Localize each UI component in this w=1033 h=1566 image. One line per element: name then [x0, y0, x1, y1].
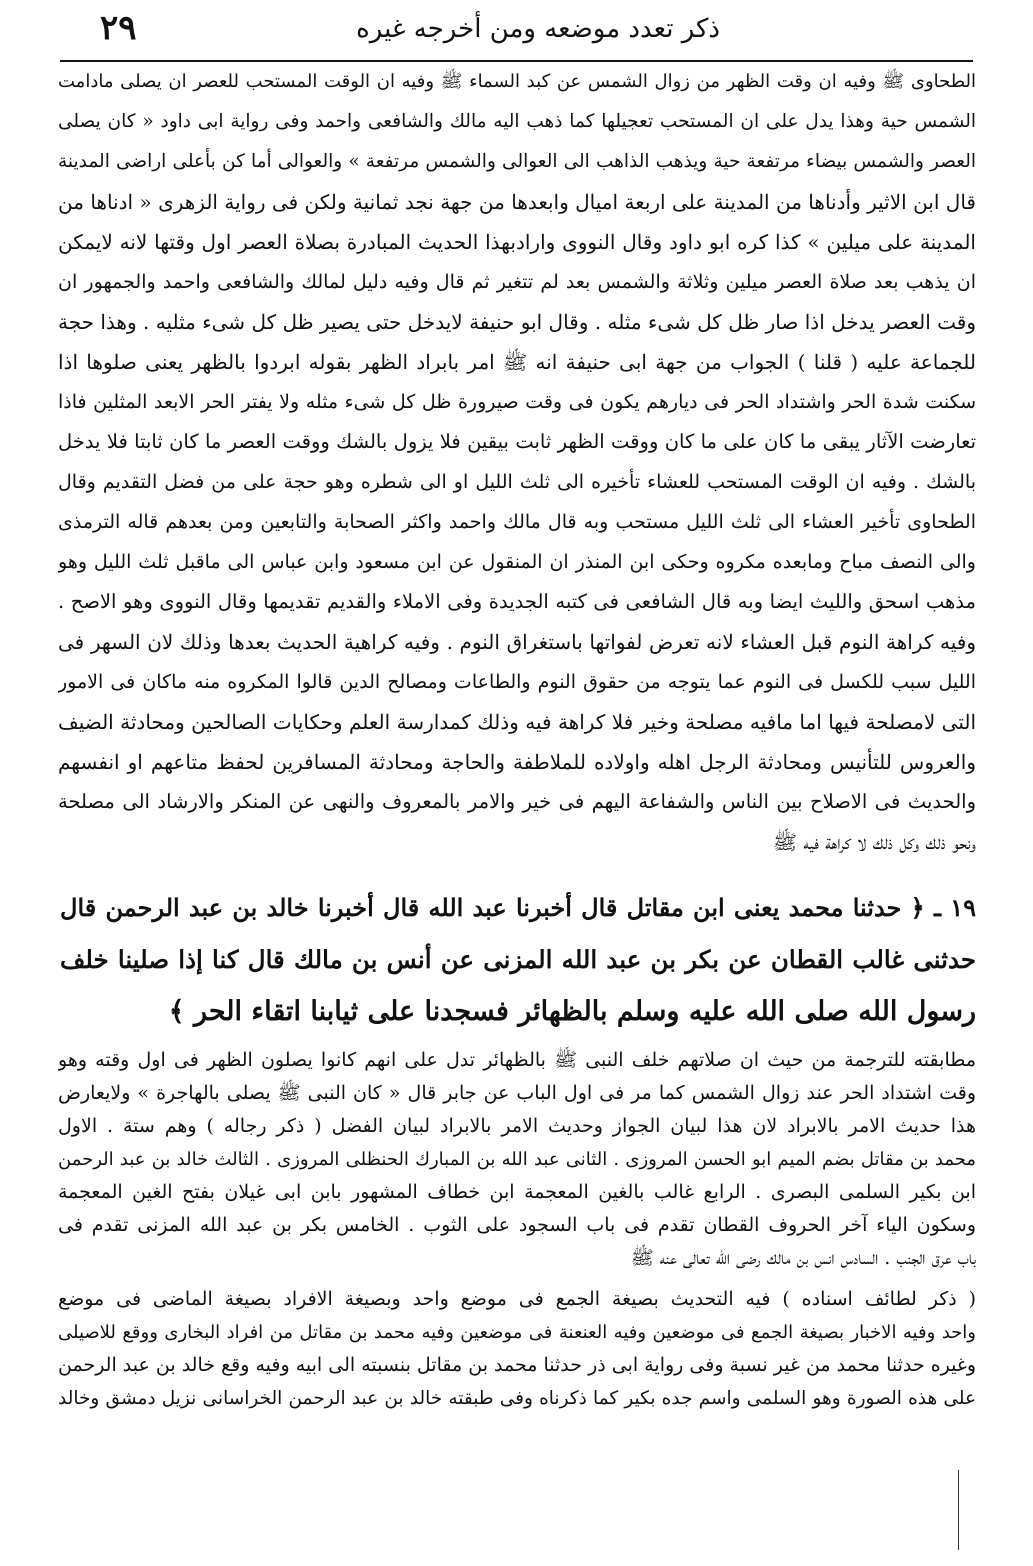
explanation-line: ابن بكير السلمى البصرى . الرابع غالب بالغين المعجمة ابن خطاف المشهور بابن ابى غيلان بفتح الغين المعجمة — [58, 1181, 976, 1203]
hadith-line: رسول الله صلى الله عليه وسلم بالظهائر فسجدنا على ثيابنا اتقاء الحر ﴾ — [168, 996, 976, 1027]
commentary-line: التى لامصلحة فيها اما مافيه مصلحة وخير فلا كراهة فيه وذلك كمدارسة العلم وحكايات الصالحين ومحادثة الضيف — [58, 710, 976, 734]
margin-rule — [958, 1470, 959, 1550]
explanation-block — [58, 1044, 976, 1554]
commentary-line: للجماعة عليه ( قلنا ) الجواب من جهة ابى حنيفة انه ﷺ امر بابراد الظهر بقوله ابردوا بالظهر يعنى صلوها اذا — [58, 350, 976, 374]
explanation-line: وقت اشتداد الحر عند زوال الشمس كما مر فى اول الباب عن جابر قال « كان النبى ﷺ يصلى بالهاجرة » ولايعارض — [58, 1082, 976, 1104]
hadith-line: ١٩ ـ ﴿ حدثنا محمد يعنى ابن مقاتل قال أخبرنا عبد الله قال أخبرنا خالد بن عبد الرحمن قال — [60, 893, 976, 922]
explanation-line: محمد بن مقاتل بضم الميم ابو الحسن المروزى . الثانى عبد الله بن المبارك الحنظلى المروزى . الثالث خالد بن عبد الرحمن — [58, 1149, 976, 1170]
page-number: ٢٩ — [100, 8, 137, 48]
commentary-line: والحديث فى الاصلاح بين الناس والشفاعة اليهم فى خير والامر بالمعروف والنهى عن المنكر والارشاد الى مصلحة — [58, 790, 976, 813]
commentary-line: وفيه كراهة النوم قبل العشاء لانه تعرض لفواتها باستغراق النوم . وفيه كراهية الحديث بعدها وذلك لان السهر فى — [58, 630, 976, 654]
commentary-line: تعارضت الآثار يبقى ما كان على ما كان ووقت الظهر ثابت بيقين فلا يزول بالشك ووقت العصر ما كان ثابتا فلا يدخل — [58, 430, 976, 453]
paragraph-gap — [58, 1275, 976, 1283]
commentary-block — [58, 62, 976, 878]
commentary-line: والى النصف مباح ومابعده مكروه وحكى ابن المنذر ان المنقول عن ابن مسعود وابن عباس الى ماقبل ثلث الليل وهو — [58, 551, 976, 573]
commentary-line: بالشك . وفيه ان الوقت المستحب للعشاء تأخيره الى ثلث الليل او الى شطره وهو حجة على من فضل التقديم وقال — [58, 471, 976, 493]
commentary-line: الطحاوى تأخير العشاء الى ثلث الليل مستحب وبه قال مالك واحمد واكثر الصحابة والتابعين ومن بعدهم قاله الترمذى — [58, 511, 976, 533]
explanation-line: وسكون الياء آخر الحروف القطان تقدم فى باب السجود على الثوب . الخامس بكر بن عبد الله المزنى تقدم فى — [58, 1214, 976, 1236]
explanation-line: مطابقته للترجمة من حيث ان صلاتهم خلف النبى ﷺ بالظهائر تدل على انهم كانوا يصلون الظهر فى اول وقته وهو — [58, 1049, 976, 1071]
explanation-line: باب عرق الجنب . السادس انس بن مالك رضى الله تعالى عنه ﷺ — [630, 1247, 976, 1269]
commentary-line: الطحاوی ﷺ وفيه ان وقت الظهر من زوال الشمس عن كبد السماء ﷺ وفيه ان الوقت المستحب للعصر ان يصلى مادامت — [58, 71, 976, 92]
commentary-line: العصر والشمس بيضاء مرتفعة حية ويذهب الذاهب الى العوالى والشمس مرتفعة » والعوالى أما كن بأعلى اراضى المدينة — [58, 151, 976, 172]
explanation-line: هذا حديث الامر بالابراد لان هذا لبيان الجواز وحديث الامر بالابراد لبيان الفضل ( ذكر رجاله ) وهم ستة . الاول — [58, 1115, 976, 1137]
hadith-text — [60, 882, 976, 1040]
commentary-line: سكنت شدة الحر واشتداد الحر فى ديارهم يكون فى وقت صيرورة ظل كل شىء مثله ولا يفتر الحر الابعد المثلين فاذا — [58, 391, 976, 413]
commentary-line: وقت العصر يدخل اذا صار ظل كل شىء مثله . وقال ابو حنيفة لايدخل حتى يصير ظل كل شىء مثليه . وهذا حجة — [58, 310, 976, 334]
commentary-line: مذهب اسحق والليث ايضا وبه قال الشافعى فى كتبه الجديدة وفى الاملاء والقديم تقديمها وقال النووى وهو الاصح . — [58, 590, 976, 613]
commentary-line: الليل سبب للكسل فى النوم عما يتوجه من حقوق النوم والطاعات ومصالح الدين قالوا المكروه منه ماكان فى الامور — [58, 671, 976, 693]
commentary-line: ونحو ذلك وكل ذلك لا كراهة فيه ﷺ — [772, 830, 976, 854]
isnad-line: ( ذكر لطائف اسناده ) فيه التحديث بصيغة الجمع فى موضع واحد وبصيغة الافراد بصيغة الماضى فى موضع — [58, 1288, 976, 1310]
commentary-line: ان يذهب بعد صلاة العصر ميلين وثلاثة والشمس بعد لم تتغير ثم قال وفيه دليل لمالك والشافعى واحمد والجمهور ان — [58, 271, 976, 293]
isnad-line: على هذه الصورة وهو السلمى واسم جده بكير كما ذكرناه وفى طبقته خالد بن عبد الرحمن الخراسانى نزيل دمشق وخالد — [58, 1388, 976, 1409]
commentary-line: المدينة على ميلين » كذا كره ابو داود وقال النووى وارادبهذا الحديث المبادرة بصلاة العصر اول وقتها لانه لايمكن — [58, 230, 976, 254]
page-header — [60, 8, 980, 56]
commentary-line: الشمس حية وهذا يدل على ان المستحب تعجيلها كما ذهب اليه مالك والشافعى واحمد وفى رواية ابى داود « كان يصلى — [58, 111, 976, 132]
running-title: ذکر تعدد موضعه ومن أخرجه غیره — [356, 14, 720, 44]
isnad-line: واحد وفيه الاخبار بصيغة الجمع فى موضعين وفيه العنعنة فى موضعين وفيه محمد بن مقاتل من افراد البخارى ووقع للاصيلى — [58, 1322, 976, 1343]
isnad-line: وغيره حدثنا محمد من غير نسبة وفى رواية ابى ذر حدثنا محمد بن مقاتل بنسبته الى ابيه وفيه وقع خالد بن عبد الرحمن — [58, 1354, 976, 1376]
hadith-line: حدثنى غالب القطان عن بكر بن عبد الله المزنى عن أنس بن مالك قال كنا إذا صلينا خلف — [60, 945, 976, 974]
commentary-line: والعروس للتأنيس ومحادثة الرجل اهله واولاده للملاطفة والحاجة ومحادثة المسافرين لحفظ متاعهم او انفسهم — [58, 750, 976, 774]
commentary-line: قال ابن الاثير وأدناها من المدينة على اربعة اميال وابعدها من جهة نجد ثمانية ولكن فى رواية الزهرى « ادناها من — [58, 190, 976, 214]
